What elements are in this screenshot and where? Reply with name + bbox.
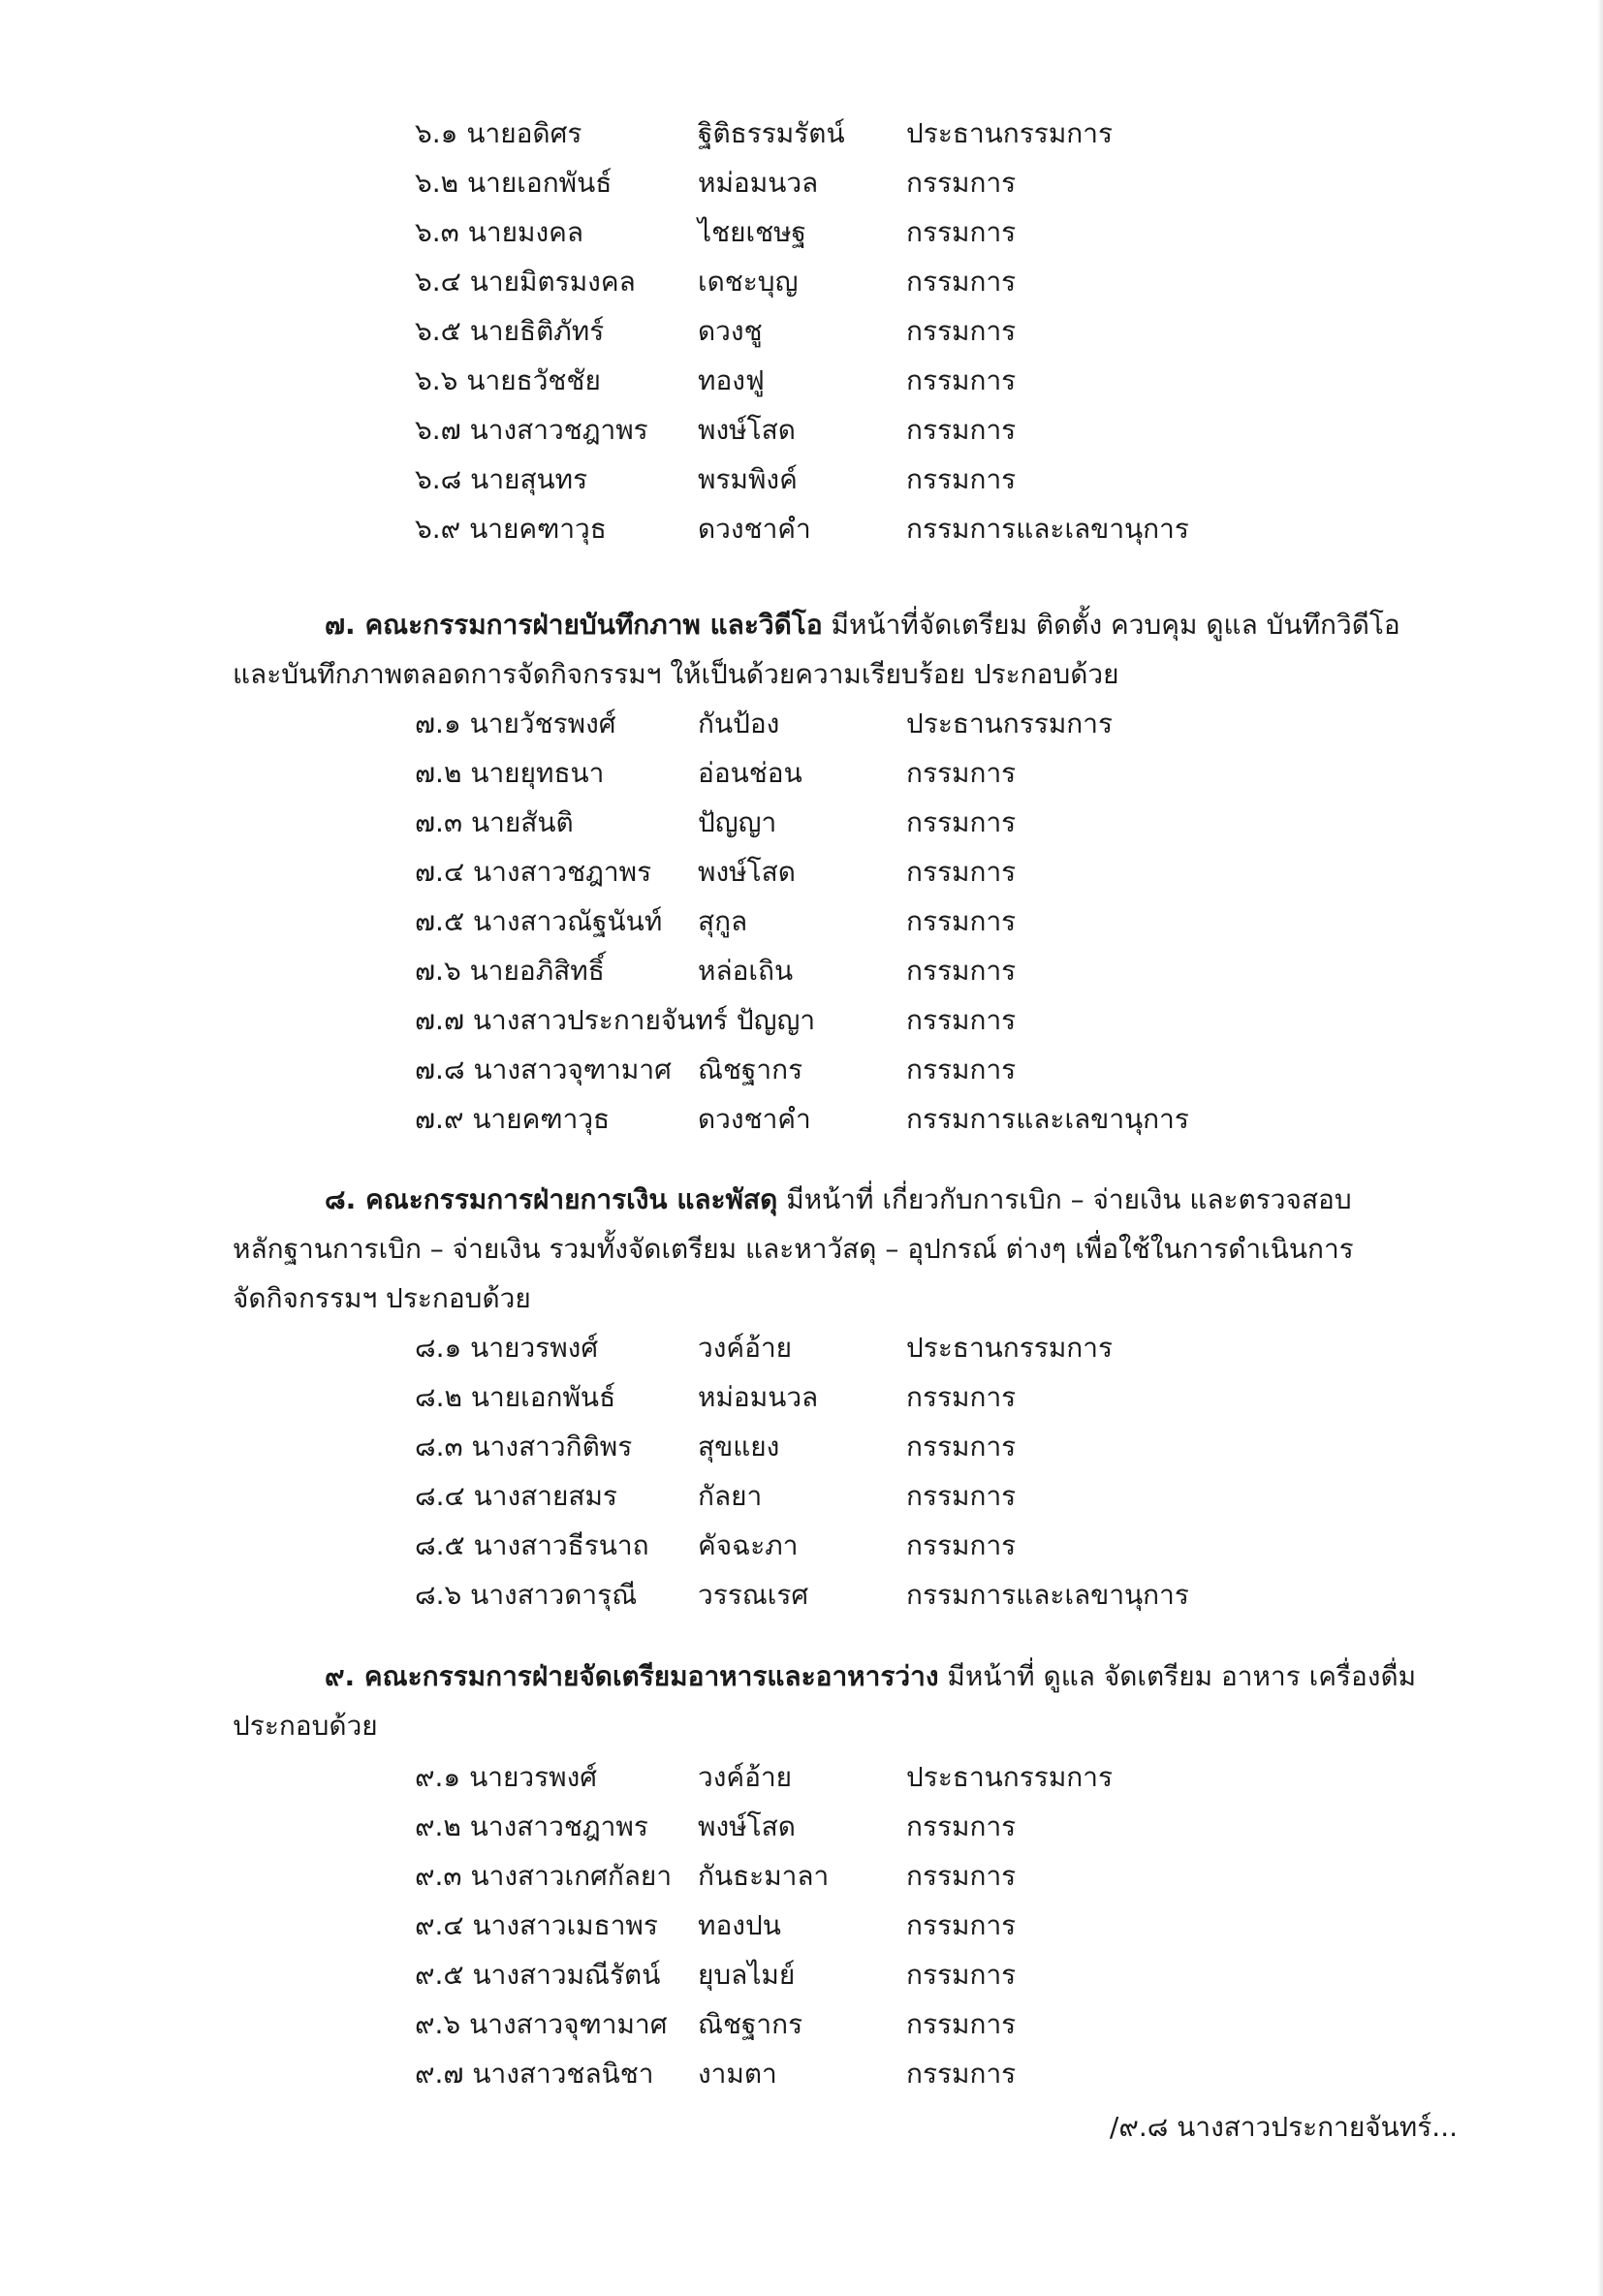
member-role: กรรมการ xyxy=(906,1909,1017,1941)
member-name: ๖.๗ นางสาวชฎาพร xyxy=(415,414,648,446)
member-name: ๘.๑ นายวรพงศ์ xyxy=(415,1332,599,1364)
section-description: มีหน้าที่ เกี่ยวกับการเบิก – จ่ายเงิน และตรวจสอบ xyxy=(777,1183,1352,1215)
member-name: ๖.๔ นายมิตรมงคล xyxy=(415,266,636,298)
member-surname: เดชะบุญ xyxy=(698,266,799,298)
scan-edge-shadow xyxy=(1597,0,1603,2296)
member-surname: วงค์อ้าย xyxy=(698,1332,793,1364)
member-surname: หม่อมนวล xyxy=(698,1381,819,1413)
section-8-heading-line xyxy=(325,1176,1352,1224)
member-name: ๖.๓ นายมงคล xyxy=(415,216,584,248)
member-surname: พรมพิงค์ xyxy=(698,463,798,495)
member-name: ๗.๕ นางสาวณัฐนันท์ xyxy=(415,905,663,937)
member-surname: พงษ์โสด xyxy=(698,414,796,446)
member-role: ประธานกรรมการ xyxy=(906,1761,1114,1793)
member-role: กรรมการและเลขานุการ xyxy=(906,513,1189,545)
member-role: กรรมการ xyxy=(906,1860,1017,1892)
member-surname: สุขแยง xyxy=(698,1431,780,1463)
member-name: ๗.๓ นายสันติ xyxy=(415,806,574,838)
member-role: ประธานกรรมการ xyxy=(906,117,1114,149)
section-heading: ๙. คณะกรรมการฝ่ายจัดเตรียมอาหารและอาหารว่าง xyxy=(325,1660,939,1692)
member-surname: วรรณเรศ xyxy=(698,1579,809,1611)
member-surname: พงษ์โสด xyxy=(698,1810,796,1842)
member-name: ๙.๕ นางสาวมณีรัตน์ xyxy=(415,1959,661,1991)
member-role: กรรมการ xyxy=(906,1431,1017,1463)
member-name: ๘.๒ นายเอกพันธ์ xyxy=(415,1381,616,1413)
member-surname: กันป้อง xyxy=(698,708,780,739)
member-name: ๘.๖ นางสาวดารุณี xyxy=(415,1579,638,1611)
member-role: กรรมการ xyxy=(906,1480,1017,1512)
member-name: ๖.๖ นายธวัชชัย xyxy=(415,364,601,396)
member-role: กรรมการและเลขานุการ xyxy=(906,1103,1189,1135)
member-role: กรรมการ xyxy=(906,266,1017,298)
member-role: กรรมการ xyxy=(906,315,1017,347)
member-name: ๖.๒ นายเอกพันธ์ xyxy=(415,167,613,199)
member-role: กรรมการ xyxy=(906,1810,1017,1842)
member-surname: กัลยา xyxy=(698,1480,763,1512)
member-role: กรรมการ xyxy=(906,806,1017,838)
section-8-description-line xyxy=(233,1225,1354,1274)
member-surname: อ่อนช่อน xyxy=(698,757,802,789)
section-description: และบันทึกภาพตลอดการจัดกิจกรรมฯ ให้เป็นด้วยความเรียบร้อย ประกอบด้วย xyxy=(233,658,1119,690)
member-name: ๙.๓ นางสาวเกศกัลยา xyxy=(415,1860,673,1892)
section-7-heading-line xyxy=(325,601,1400,649)
member-name: ๘.๓ นางสาวกิติพร xyxy=(415,1431,633,1463)
member-surname: หม่อมนวล xyxy=(698,167,819,199)
member-role: กรรมการ xyxy=(906,167,1017,199)
member-role: กรรมการ xyxy=(906,1004,1017,1036)
member-surname: งามตา xyxy=(698,2058,777,2090)
section-7-description-line xyxy=(233,650,1119,699)
member-role: กรรมการ xyxy=(906,1381,1017,1413)
section-description: หลักฐานการเบิก – จ่ายเงิน รวมทั้งจัดเตรียม และหาวัสดุ – อุปกรณ์ ต่างๆ เพื่อใช้ในการดำเนินการ xyxy=(233,1233,1354,1265)
member-name: ๙.๗ นางสาวชลนิชา xyxy=(415,2058,654,2090)
member-name: ๖.๙ นายคฑาวุธ xyxy=(415,513,607,545)
member-name: ๗.๒ นายยุทธนา xyxy=(415,757,605,789)
section-9-description-line xyxy=(233,1702,378,1750)
member-name: ๖.๕ นายธิติภัทร์ xyxy=(415,315,605,347)
member-surname: ณิชฐากร xyxy=(698,1054,803,1085)
member-name: ๙.๒ นางสาวชฎาพร xyxy=(415,1810,648,1842)
section-description: มีหน้าที่จัดเตรียม ติดตั้ง ควบคุม ดูแล บันทึกวิดีโอ xyxy=(822,609,1400,641)
member-name: ๘.๕ นางสาวธีรนาถ xyxy=(415,1529,649,1561)
member-surname: ดวงชาคำ xyxy=(698,1103,811,1135)
member-name: ๗.๘ นางสาวจุฑามาศ xyxy=(415,1054,672,1085)
member-role: กรรมการ xyxy=(906,2008,1017,2040)
member-name: ๙.๖ นางสาวจุฑามาศ xyxy=(415,2008,668,2040)
member-surname: สุกูล xyxy=(698,905,748,937)
member-role: กรรมการ xyxy=(906,955,1017,987)
member-name: ๙.๔ นางสาวเมธาพร xyxy=(415,1909,658,1941)
member-surname: ดวงชาคำ xyxy=(698,513,811,545)
member-name: ๗.๑ นายวัชรพงศ์ xyxy=(415,708,616,739)
member-name: ๗.๔ นางสาวชฎาพร xyxy=(415,856,652,888)
member-role: กรรมการ xyxy=(906,2058,1017,2090)
member-name: ๗.๙ นายคฑาวุธ xyxy=(415,1103,611,1135)
member-role: กรรมการ xyxy=(906,414,1017,446)
member-role: กรรมการและเลขานุการ xyxy=(906,1579,1189,1611)
member-name: ๗.๖ นายอภิสิทธิ์ xyxy=(415,955,605,987)
member-surname: คัจฉะภา xyxy=(698,1529,799,1561)
member-surname: ฐิติธรรมรัตน์ xyxy=(698,117,845,149)
page-continuation-footer: /๙.๘ นางสาวประกายจันทร์... xyxy=(1109,2111,1458,2143)
member-surname: ปัญญา xyxy=(698,806,777,838)
member-role: กรรมการ xyxy=(906,1529,1017,1561)
member-surname: วงค์อ้าย xyxy=(698,1761,793,1793)
member-role: ประธานกรรมการ xyxy=(906,1332,1114,1364)
section-heading: ๘. คณะกรรมการฝ่ายการเงิน และพัสดุ xyxy=(325,1183,778,1215)
member-surname: กันธะมาลา xyxy=(698,1860,830,1892)
member-role: กรรมการ xyxy=(906,856,1017,888)
member-role: กรรมการ xyxy=(906,1959,1017,1991)
section-9-heading-line xyxy=(325,1652,1416,1701)
member-surname: ดวงชู xyxy=(698,315,763,347)
member-surname: ทองฟู xyxy=(698,364,765,396)
member-role: กรรมการ xyxy=(906,216,1017,248)
section-heading: ๗. คณะกรรมการฝ่ายบันทึกภาพ และวิดีโอ xyxy=(325,609,823,641)
member-name: ๖.๑ นายอดิศร xyxy=(415,117,582,149)
member-name: ๗.๗ นางสาวประกายจันทร์ ปัญญา xyxy=(415,1004,816,1036)
member-role: กรรมการ xyxy=(906,463,1017,495)
member-surname: พงษ์โสด xyxy=(698,856,796,888)
member-surname: ทองปน xyxy=(698,1909,781,1941)
section-description: ประกอบด้วย xyxy=(233,1710,378,1742)
member-role: กรรมการ xyxy=(906,364,1017,396)
section-8-description-line xyxy=(233,1274,531,1323)
member-role: กรรมการ xyxy=(906,1054,1017,1085)
section-description: จัดกิจกรรมฯ ประกอบด้วย xyxy=(233,1282,531,1314)
section-description: มีหน้าที่ ดูแล จัดเตรียม อาหาร เครื่องดื่ม xyxy=(938,1660,1417,1692)
member-surname: หล่อเถิน xyxy=(698,955,794,987)
member-name: ๖.๘ นายสุนทร xyxy=(415,463,588,495)
member-surname: ณิชฐากร xyxy=(698,2008,803,2040)
member-name: ๙.๑ นายวรพงศ์ xyxy=(415,1761,598,1793)
member-name: ๘.๔ นางสายสมร xyxy=(415,1480,617,1512)
member-surname: ยุบลไมย์ xyxy=(698,1959,796,1991)
member-surname: ไชยเชษฐ xyxy=(698,216,806,248)
member-role: กรรมการ xyxy=(906,905,1017,937)
member-role: กรรมการ xyxy=(906,757,1017,789)
member-role: ประธานกรรมการ xyxy=(906,708,1114,739)
